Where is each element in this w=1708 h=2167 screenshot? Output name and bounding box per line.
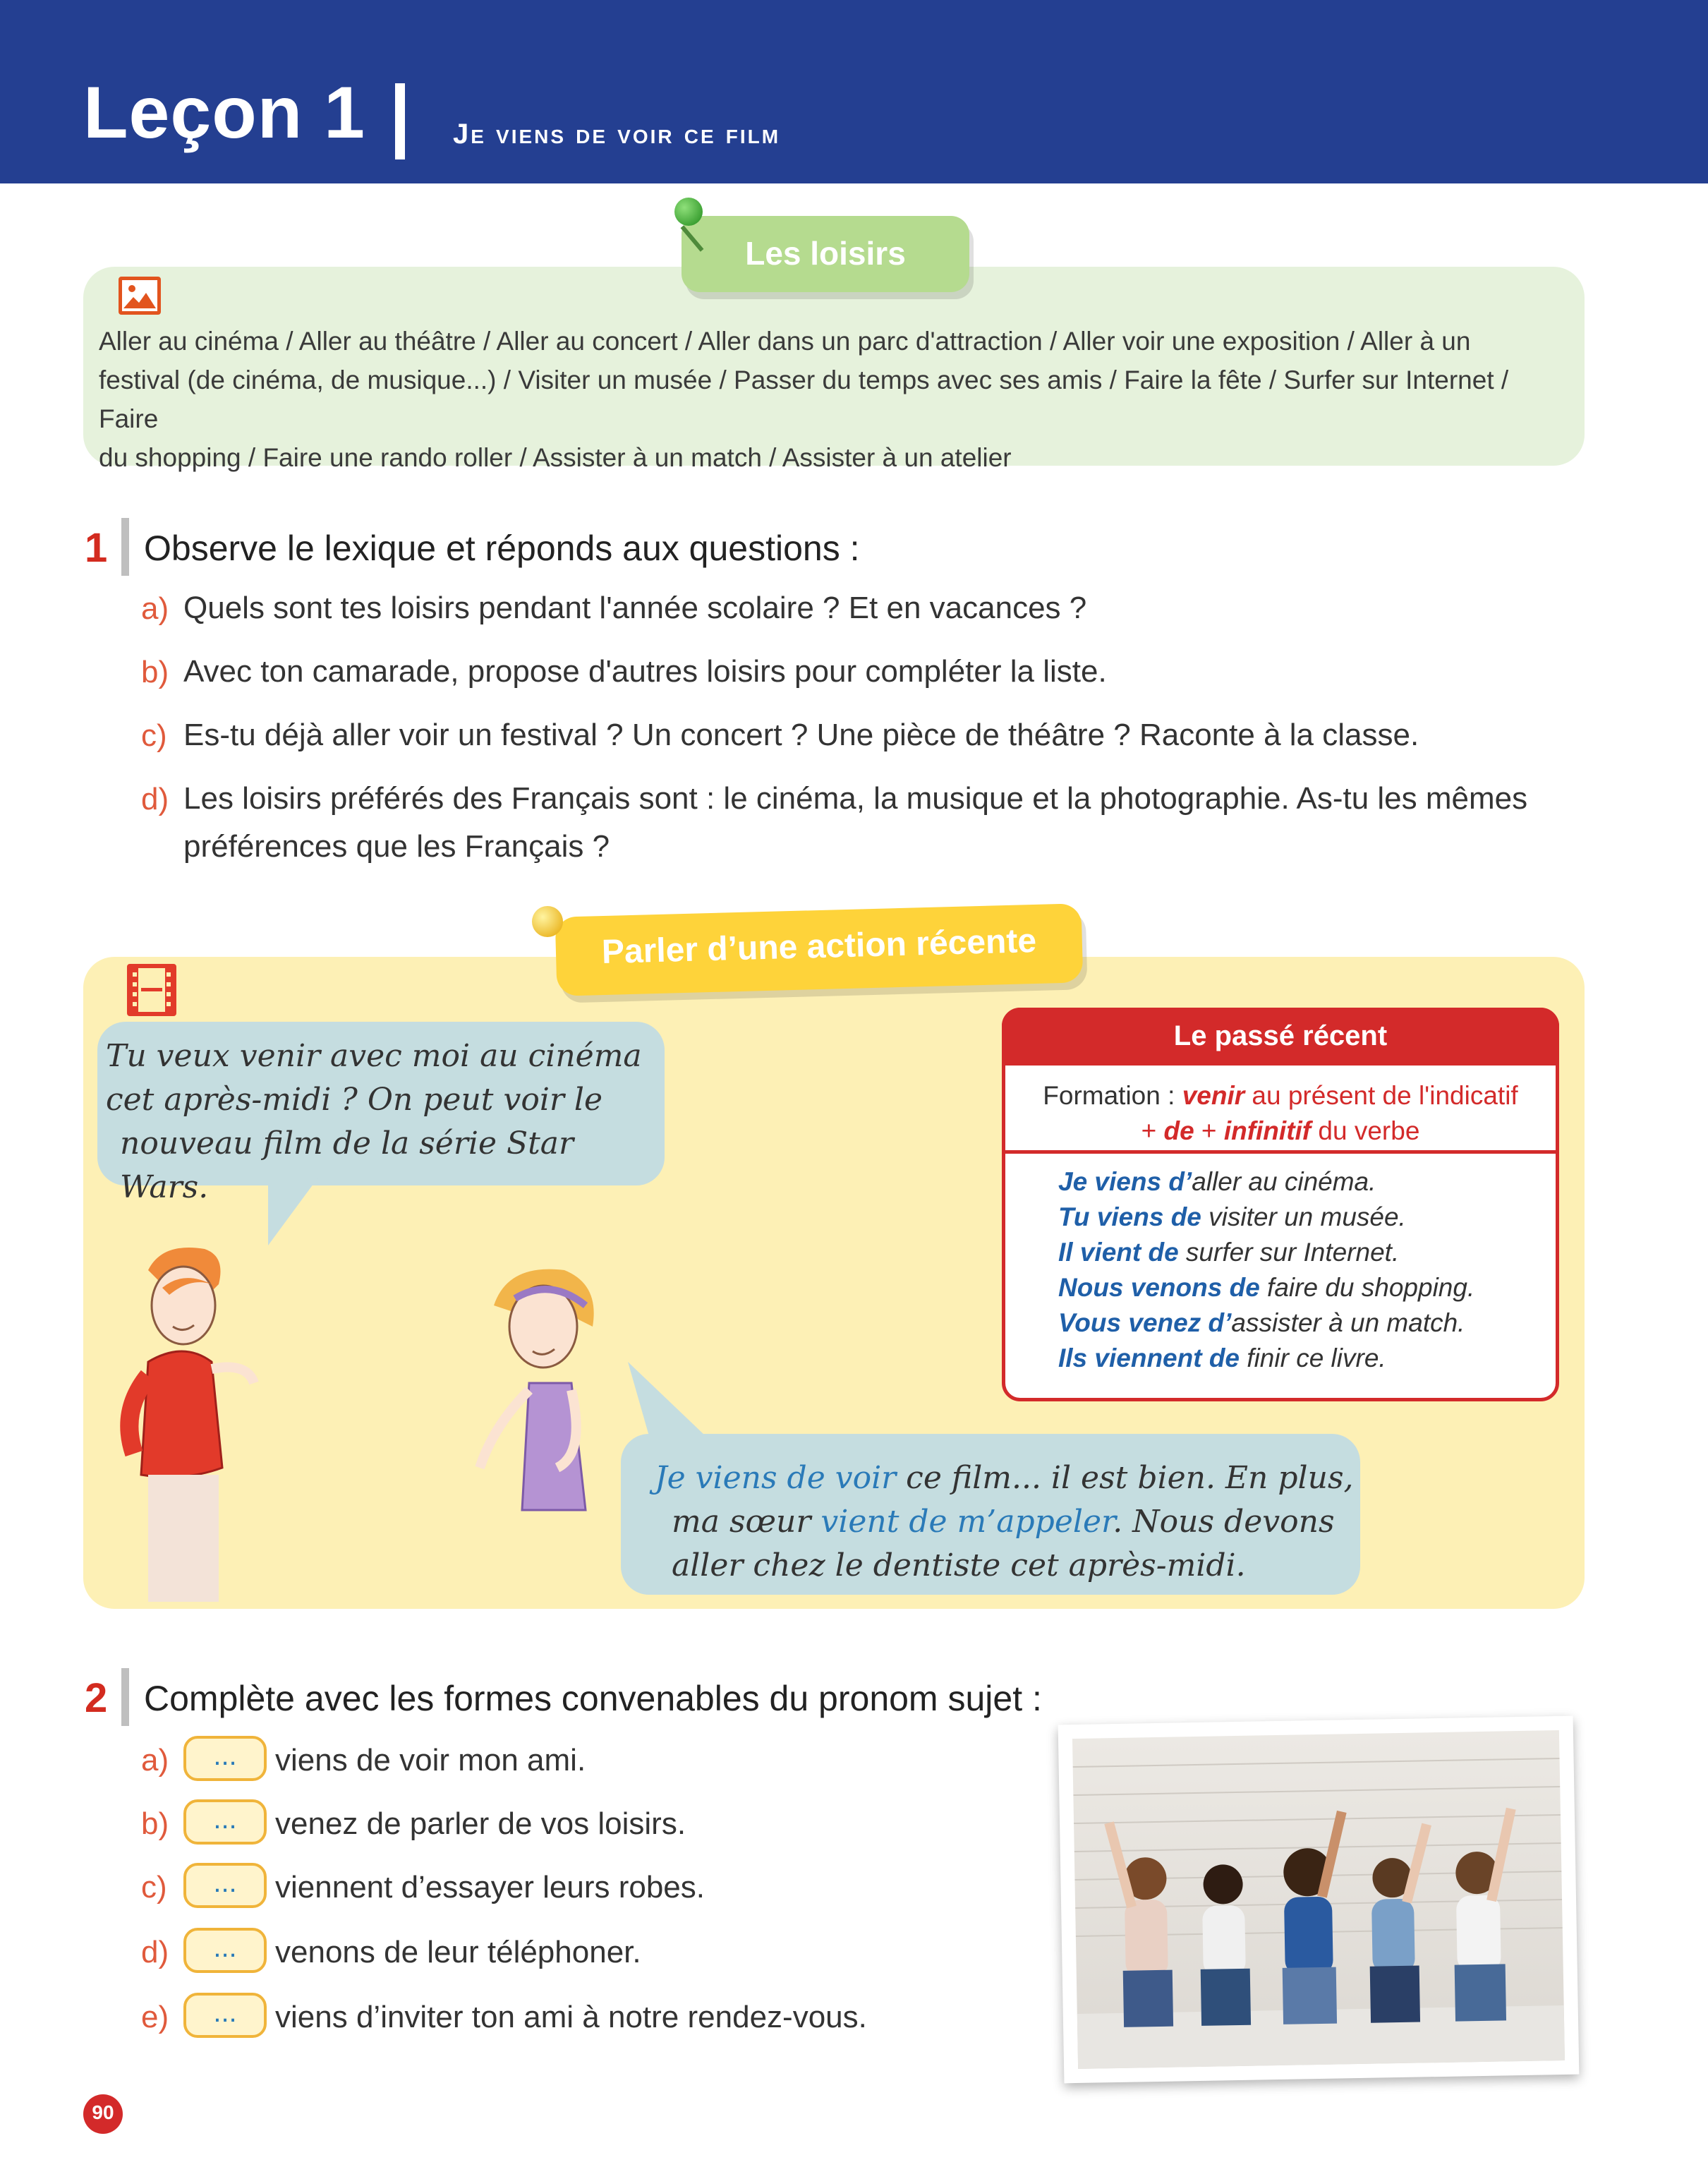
keyword-de: de <box>1163 1116 1194 1145</box>
highlight-text: Je viens de voir <box>655 1460 897 1496</box>
question-letter: c) <box>141 718 167 753</box>
answer-blank[interactable]: ... <box>183 1799 267 1845</box>
answer-blank[interactable]: ... <box>183 1993 267 2038</box>
bubble-tail <box>621 1355 713 1447</box>
conjugation-row <box>1058 1341 1545 1376</box>
item-letter: c) <box>141 1870 167 1905</box>
formation-text: + <box>1194 1116 1224 1145</box>
vocab-line: Aller au cinéma / Aller au théâtre / Aller au concert / Aller dans un parc d'attraction / Aller voir une exposition / Aller à un <box>99 327 1471 356</box>
conjugation-row <box>1058 1200 1545 1235</box>
item-text: venons de leur téléphoner. <box>275 1935 641 1969</box>
bubble-line <box>655 1500 1360 1544</box>
exercise-title: Complète avec les formes convenables du pronom sujet : <box>144 1679 1042 1718</box>
vocab-line: du shopping / Faire une rando roller / Assister à un match / Assister à un atelier <box>99 443 1012 472</box>
question-text-continued: préférences que les Français ? <box>183 829 610 864</box>
vocab-line: festival (de cinéma, de musique...) / Visiter un musée / Passer du temps avec ses amis / Faire la fête / Surfer sur Internet / Faire <box>99 366 1509 433</box>
conjugation-list <box>1058 1164 1545 1376</box>
question-text: Quels sont tes loisirs pendant l'année scolaire ? Et en vacances ? <box>183 591 1087 625</box>
conjugation-row <box>1058 1305 1545 1341</box>
answer-blank[interactable]: ... <box>183 1863 267 1908</box>
conj-subject: Nous venons de <box>1058 1273 1260 1302</box>
item-letter: e) <box>141 2000 169 2034</box>
loisirs-tab-label: Les loisirs <box>745 235 906 272</box>
conjugation-row <box>1058 1270 1545 1305</box>
highlight-text: vient de m’appeler <box>820 1504 1113 1540</box>
keyword-venir: venir <box>1182 1081 1245 1110</box>
question-text: Avec ton camarade, propose d'autres loisirs pour compléter la liste. <box>183 654 1107 689</box>
exercise-number: 1 <box>85 525 108 571</box>
conj-rest: finir ce livre. <box>1240 1344 1386 1372</box>
conjugation-row <box>1058 1235 1545 1270</box>
bubble-line: nouveau film de la série Star Wars. <box>120 1125 574 1205</box>
image-icon <box>119 277 161 315</box>
item-text: venez de parler de vos loisirs. <box>275 1806 686 1841</box>
conj-subject: Il vient de <box>1058 1238 1179 1267</box>
keyword-infinitif: infinitif <box>1223 1116 1312 1145</box>
conj-subject: Je viens d’ <box>1058 1167 1192 1196</box>
answer-blank[interactable]: ... <box>183 1928 267 1973</box>
exercise-bar <box>121 518 129 576</box>
grammar-formation <box>1009 1078 1552 1149</box>
formation-line <box>1009 1113 1552 1149</box>
question-text: Les loisirs préférés des Français sont : le cinéma, la musique et la photographie. As-tu les mêmes <box>183 781 1528 816</box>
question-letter: b) <box>141 655 169 689</box>
conj-subject: Vous venez d’ <box>1058 1308 1232 1337</box>
green-pushpin-icon <box>674 198 703 226</box>
bubble-line: cet après-midi ? On peut voir le <box>106 1082 603 1118</box>
plain-text: . Nous devons <box>1113 1504 1335 1540</box>
formation-line <box>1009 1078 1552 1113</box>
bubble-girl-text <box>655 1456 1360 1588</box>
conj-rest: surfer sur Internet. <box>1178 1238 1400 1267</box>
item-text: viens de voir mon ami. <box>275 1743 586 1777</box>
item-text: viennent d’essayer leurs robes. <box>275 1870 705 1905</box>
bubble-line: aller chez le dentiste cet après-midi. <box>672 1547 1246 1583</box>
exercise-number: 2 <box>85 1675 108 1721</box>
formation-label: Formation : <box>1043 1081 1182 1110</box>
grammar-title: Le passé récent <box>1173 1020 1388 1051</box>
question-letter: a) <box>141 591 169 626</box>
plain-text: ma sœur <box>672 1504 821 1540</box>
formation-text: au présent de l'indicatif <box>1244 1081 1518 1110</box>
item-text: viens d’inviter ton ami à notre rendez-vous. <box>275 2000 867 2034</box>
conj-subject: Ils viennent de <box>1058 1344 1240 1372</box>
bubble-boy-text <box>106 1034 670 1209</box>
film-icon <box>127 964 176 1016</box>
question-text: Es-tu déjà aller voir un festival ? Un concert ? Une pièce de théâtre ? Raconte à la classe. <box>183 718 1419 752</box>
exercise-bar <box>121 1668 129 1726</box>
page-number: 90 <box>92 2101 114 2123</box>
girl-illustration <box>466 1256 635 1595</box>
conjugation-row <box>1058 1164 1545 1200</box>
lesson-title: Leçon 1 <box>83 72 365 154</box>
item-letter: a) <box>141 1743 169 1777</box>
conj-rest: visiter un musée. <box>1201 1202 1406 1231</box>
grammar-divider <box>1002 1150 1559 1154</box>
conj-rest: aller au cinéma. <box>1192 1167 1376 1196</box>
vocabulary-list <box>99 322 1566 477</box>
formation-text: + <box>1141 1116 1164 1145</box>
yellow-pushpin-icon <box>532 906 563 937</box>
conj-subject: Tu viens de <box>1058 1202 1201 1231</box>
teens-photo <box>1072 1730 1565 2069</box>
formation-text: du verbe <box>1311 1116 1420 1145</box>
action-recente-tab-label: Parler d’une action récente <box>601 922 1037 972</box>
question-letter: d) <box>141 782 169 816</box>
item-letter: d) <box>141 1935 169 1969</box>
exercise-title: Observe le lexique et réponds aux questions : <box>144 529 860 568</box>
item-letter: b) <box>141 1806 169 1841</box>
title-divider <box>395 83 405 159</box>
boy-illustration <box>106 1242 282 1602</box>
answer-blank[interactable]: ... <box>183 1736 267 1781</box>
bubble-line: Tu veux venir avec moi au cinéma <box>106 1038 642 1074</box>
lesson-subtitle: Je viens de voir ce film <box>453 119 781 150</box>
conj-rest: faire du shopping. <box>1259 1273 1475 1302</box>
conj-rest: assister à un match. <box>1231 1308 1465 1337</box>
plain-text: ce film... il est bien. En plus, <box>896 1460 1354 1496</box>
bubble-line <box>655 1456 1360 1500</box>
